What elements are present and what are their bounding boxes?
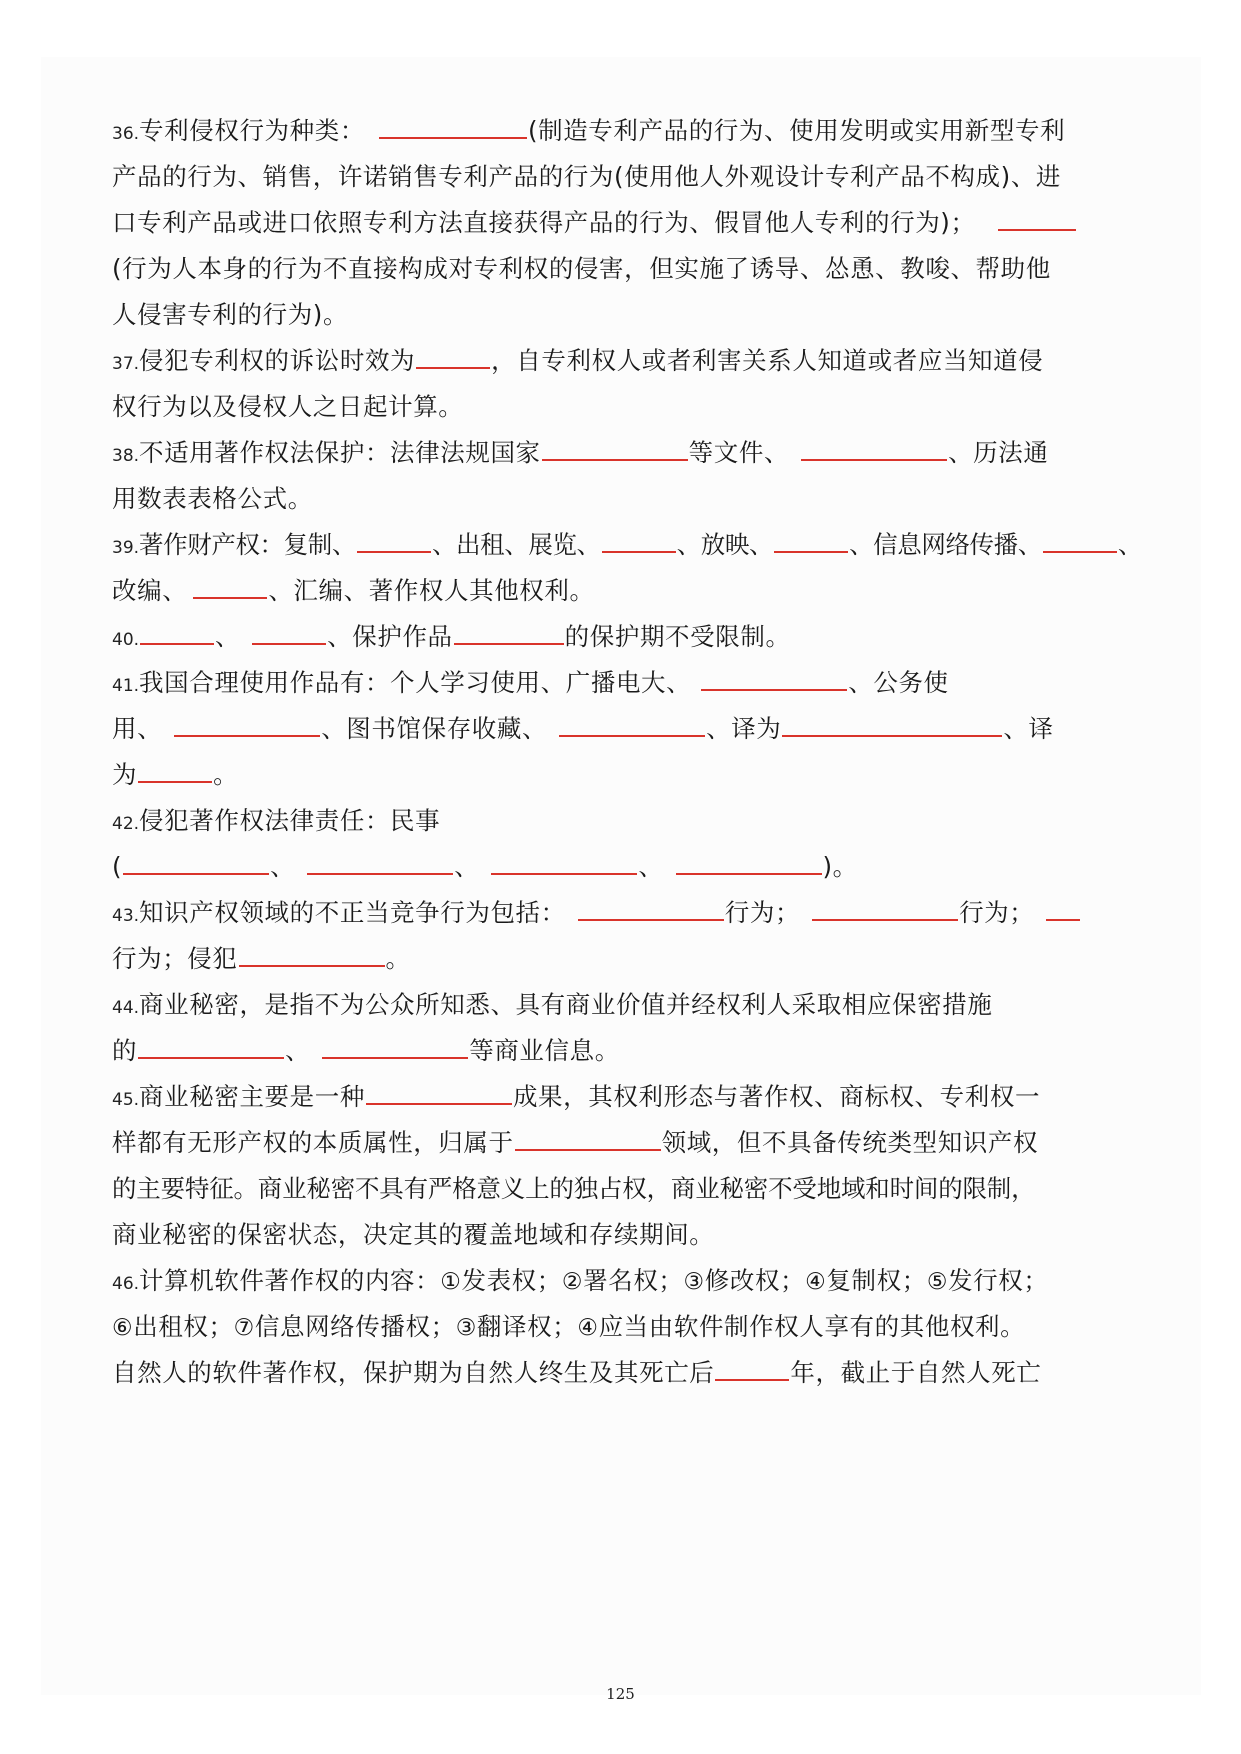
question-text: ( bbox=[112, 852, 123, 881]
question-text: 的主要特征。商业秘密不具有严格意义上的独占权，商业秘密不受地域和时间的限制， bbox=[112, 1174, 1036, 1203]
question-text: 侵犯专利权的诉讼时效为 bbox=[139, 346, 416, 375]
question-text: 、 bbox=[215, 622, 241, 651]
answer-blank[interactable] bbox=[812, 897, 958, 921]
q36-line-1 bbox=[112, 111, 1065, 151]
question-number: 36. bbox=[112, 124, 140, 144]
answer-blank[interactable] bbox=[559, 713, 705, 737]
question-text: ，自专利权人或者利害关系人知道或者应当知道侵 bbox=[491, 346, 1044, 375]
answer-blank[interactable] bbox=[138, 759, 212, 783]
question-text: 、历法通 bbox=[948, 438, 1049, 467]
page-number: 125 bbox=[606, 1685, 635, 1703]
q37-line-2 bbox=[112, 387, 463, 427]
question-text: 领域，但不具备传统类型知识产权 bbox=[661, 1128, 1039, 1157]
question-text: 署名权； bbox=[583, 1266, 684, 1295]
question-text: 、公务使 bbox=[848, 668, 949, 697]
q46-line-2 bbox=[112, 1307, 1025, 1347]
question-text: 、出租、展览、 bbox=[431, 530, 601, 559]
question-number: 41. bbox=[112, 676, 140, 696]
question-text: )。 bbox=[822, 852, 858, 881]
answer-blank[interactable] bbox=[1046, 897, 1080, 921]
q41-line-2 bbox=[112, 709, 1054, 749]
question-text: 商业秘密，是指不为公众所知悉、具有商业价值并经权利人采取相应保密措施 bbox=[139, 990, 993, 1019]
question-text: 行为； bbox=[959, 898, 1035, 927]
answer-blank[interactable] bbox=[123, 851, 269, 875]
question-text: 侵犯著作权法律责任：民事 bbox=[139, 806, 441, 835]
answer-blank[interactable] bbox=[1043, 529, 1117, 553]
circled-number-icon: ⑦ bbox=[233, 1315, 255, 1341]
q42-line-1 bbox=[112, 801, 440, 841]
question-text: 行为；侵犯 bbox=[112, 944, 238, 973]
answer-blank[interactable] bbox=[491, 851, 637, 875]
q41-line-1 bbox=[112, 663, 949, 703]
answer-blank[interactable] bbox=[542, 437, 688, 461]
circled-number-icon: ① bbox=[440, 1269, 462, 1295]
q40-line-1 bbox=[112, 617, 791, 657]
answer-blank[interactable] bbox=[715, 1357, 789, 1381]
question-number: 45. bbox=[112, 1090, 140, 1110]
question-text: 、信息网络传播、 bbox=[849, 530, 1042, 559]
question-text: 、图书馆保存收藏、 bbox=[321, 714, 548, 743]
circled-number-icon: ⑥ bbox=[112, 1315, 134, 1341]
question-text: 、 bbox=[1117, 530, 1142, 559]
question-number: 46. bbox=[112, 1274, 140, 1294]
q36-line-5 bbox=[112, 295, 348, 335]
question-text: 用数表表格公式。 bbox=[112, 484, 313, 513]
question-number: 38. bbox=[112, 446, 140, 466]
question-text: 口专利产品或进口依照专利方法直接获得产品的行为、假冒他人专利的行为)； bbox=[112, 208, 976, 237]
question-text: 商业秘密的保密状态，决定其的覆盖地域和存续期间。 bbox=[112, 1220, 715, 1249]
question-text: 著作财产权：复制、 bbox=[139, 530, 356, 559]
answer-blank[interactable] bbox=[774, 529, 848, 553]
answer-blank[interactable] bbox=[239, 943, 385, 967]
question-text: 知识产权领域的不正当竞争行为包括： bbox=[139, 898, 566, 927]
question-text: 年，截止于自然人死亡 bbox=[790, 1358, 1042, 1387]
q44-line-1 bbox=[112, 985, 992, 1025]
answer-blank[interactable] bbox=[454, 621, 564, 645]
q38-line-2 bbox=[112, 479, 313, 519]
q38-line-1 bbox=[112, 433, 1048, 473]
question-text: (行为人本身的行为不直接构成对专利权的侵害，但实施了诱导、怂恿、教唆、帮助他 bbox=[112, 254, 1051, 283]
question-text: 的保护期不受限制。 bbox=[564, 622, 791, 651]
q46-line-1 bbox=[112, 1261, 1048, 1301]
question-number: 40. bbox=[112, 630, 140, 650]
question-text: 的 bbox=[112, 1036, 138, 1065]
question-text: 、 bbox=[638, 852, 664, 881]
question-text: 。 bbox=[213, 760, 239, 789]
question-text: 翻译权； bbox=[476, 1312, 578, 1341]
q41-line-3 bbox=[112, 755, 238, 795]
question-text: 专利侵权行为种类： bbox=[139, 116, 365, 145]
answer-blank[interactable] bbox=[357, 529, 431, 553]
q36-line-4 bbox=[112, 249, 1051, 289]
question-text: 出租权； bbox=[133, 1312, 234, 1341]
answer-blank[interactable] bbox=[602, 529, 676, 553]
answer-blank[interactable] bbox=[515, 1127, 661, 1151]
question-text: 为 bbox=[112, 760, 138, 789]
q43-line-1 bbox=[112, 893, 1081, 933]
question-text: 改编、 bbox=[112, 576, 188, 605]
answer-blank[interactable] bbox=[307, 851, 453, 875]
answer-blank[interactable] bbox=[676, 851, 822, 875]
question-number: 43. bbox=[112, 906, 140, 926]
question-text: 。 bbox=[385, 944, 411, 973]
answer-blank[interactable] bbox=[366, 1081, 512, 1105]
q43-line-2 bbox=[112, 939, 411, 979]
question-text: 发行权； bbox=[948, 1266, 1049, 1295]
q36-line-3 bbox=[112, 203, 1077, 243]
circled-number-icon: ③ bbox=[455, 1315, 477, 1341]
question-text: 样都有无形产权的本质属性，归属于 bbox=[112, 1128, 514, 1157]
question-text: 商业秘密主要是一种 bbox=[139, 1082, 365, 1111]
q39-line-2 bbox=[112, 571, 595, 611]
question-text: 、放映、 bbox=[676, 530, 774, 559]
q39-line-1 bbox=[112, 525, 1142, 565]
answer-blank[interactable] bbox=[578, 897, 724, 921]
q45-line-1 bbox=[112, 1077, 1040, 1117]
circled-number-icon: ② bbox=[561, 1269, 584, 1295]
q45-line-3 bbox=[112, 1169, 1035, 1209]
question-text: 成果，其权利形态与著作权、商标权、专利权一 bbox=[512, 1082, 1041, 1111]
question-number: 42. bbox=[112, 814, 140, 834]
answer-blank[interactable] bbox=[322, 1035, 468, 1059]
circled-number-icon: ⑤ bbox=[926, 1269, 949, 1295]
question-text: 、 bbox=[270, 852, 296, 881]
q46-line-3 bbox=[112, 1353, 1041, 1393]
question-text: 、 bbox=[454, 852, 480, 881]
answer-blank[interactable] bbox=[782, 713, 1002, 737]
question-text: 、保护作品 bbox=[327, 622, 453, 651]
question-text: 、译为 bbox=[706, 714, 782, 743]
circled-number-icon: ④ bbox=[805, 1269, 827, 1295]
q36-line-2 bbox=[112, 157, 1061, 197]
question-text: 行为； bbox=[724, 898, 801, 927]
answer-blank[interactable] bbox=[379, 115, 527, 139]
question-text: 信息网络传播权； bbox=[254, 1312, 456, 1341]
question-text: 用、 bbox=[112, 714, 163, 743]
q45-line-2 bbox=[112, 1123, 1038, 1163]
q44-line-2 bbox=[112, 1031, 620, 1071]
question-text: 、汇编、著作权人其他权利。 bbox=[268, 576, 595, 605]
question-text: 不适用著作权法保护：法律法规国家 bbox=[139, 438, 541, 467]
answer-blank[interactable] bbox=[140, 621, 214, 645]
question-text: 应当由软件制作权人享有的其他权利。 bbox=[598, 1312, 1026, 1341]
answer-blank[interactable] bbox=[701, 667, 847, 691]
q42-line-2 bbox=[112, 847, 858, 887]
question-text: 权行为以及侵权人之日起计算。 bbox=[112, 392, 464, 421]
answer-blank[interactable] bbox=[252, 621, 326, 645]
question-text: 自然人的软件著作权，保护期为自然人终生及其死亡后 bbox=[112, 1358, 715, 1387]
question-text: 等文件、 bbox=[688, 438, 790, 467]
answer-blank[interactable] bbox=[416, 345, 490, 369]
question-text: 等商业信息。 bbox=[469, 1036, 620, 1065]
circled-number-icon: ④ bbox=[577, 1315, 599, 1341]
answer-blank[interactable] bbox=[174, 713, 320, 737]
question-number: 39. bbox=[112, 538, 140, 558]
answer-blank[interactable] bbox=[998, 207, 1076, 231]
question-text: 、 bbox=[285, 1036, 311, 1065]
question-text: 复制权； bbox=[826, 1266, 927, 1295]
question-text: 我国合理使用作品有：个人学习使用、广播电大、 bbox=[139, 668, 692, 697]
answer-blank[interactable] bbox=[193, 575, 267, 599]
question-text: (制造专利产品的行为、使用发明或实用新型专利 bbox=[527, 116, 1066, 145]
question-text: 、译 bbox=[1003, 714, 1054, 743]
q45-line-4 bbox=[112, 1215, 714, 1255]
question-text: 人侵害专利的行为)。 bbox=[112, 300, 349, 329]
answer-blank[interactable] bbox=[138, 1035, 284, 1059]
answer-blank[interactable] bbox=[801, 437, 947, 461]
q37-line-1 bbox=[112, 341, 1043, 381]
question-text: 产品的行为、销售，许诺销售专利产品的行为(使用他人外观设计专利产品不构成)、进 bbox=[112, 162, 1062, 191]
question-text: 计算机软件著作权的内容： bbox=[139, 1266, 441, 1295]
question-text: 发表权； bbox=[461, 1266, 562, 1295]
question-number: 44. bbox=[112, 998, 140, 1018]
circled-number-icon: ③ bbox=[683, 1269, 705, 1295]
question-text: 修改权； bbox=[704, 1266, 806, 1295]
question-number: 37. bbox=[112, 354, 140, 374]
